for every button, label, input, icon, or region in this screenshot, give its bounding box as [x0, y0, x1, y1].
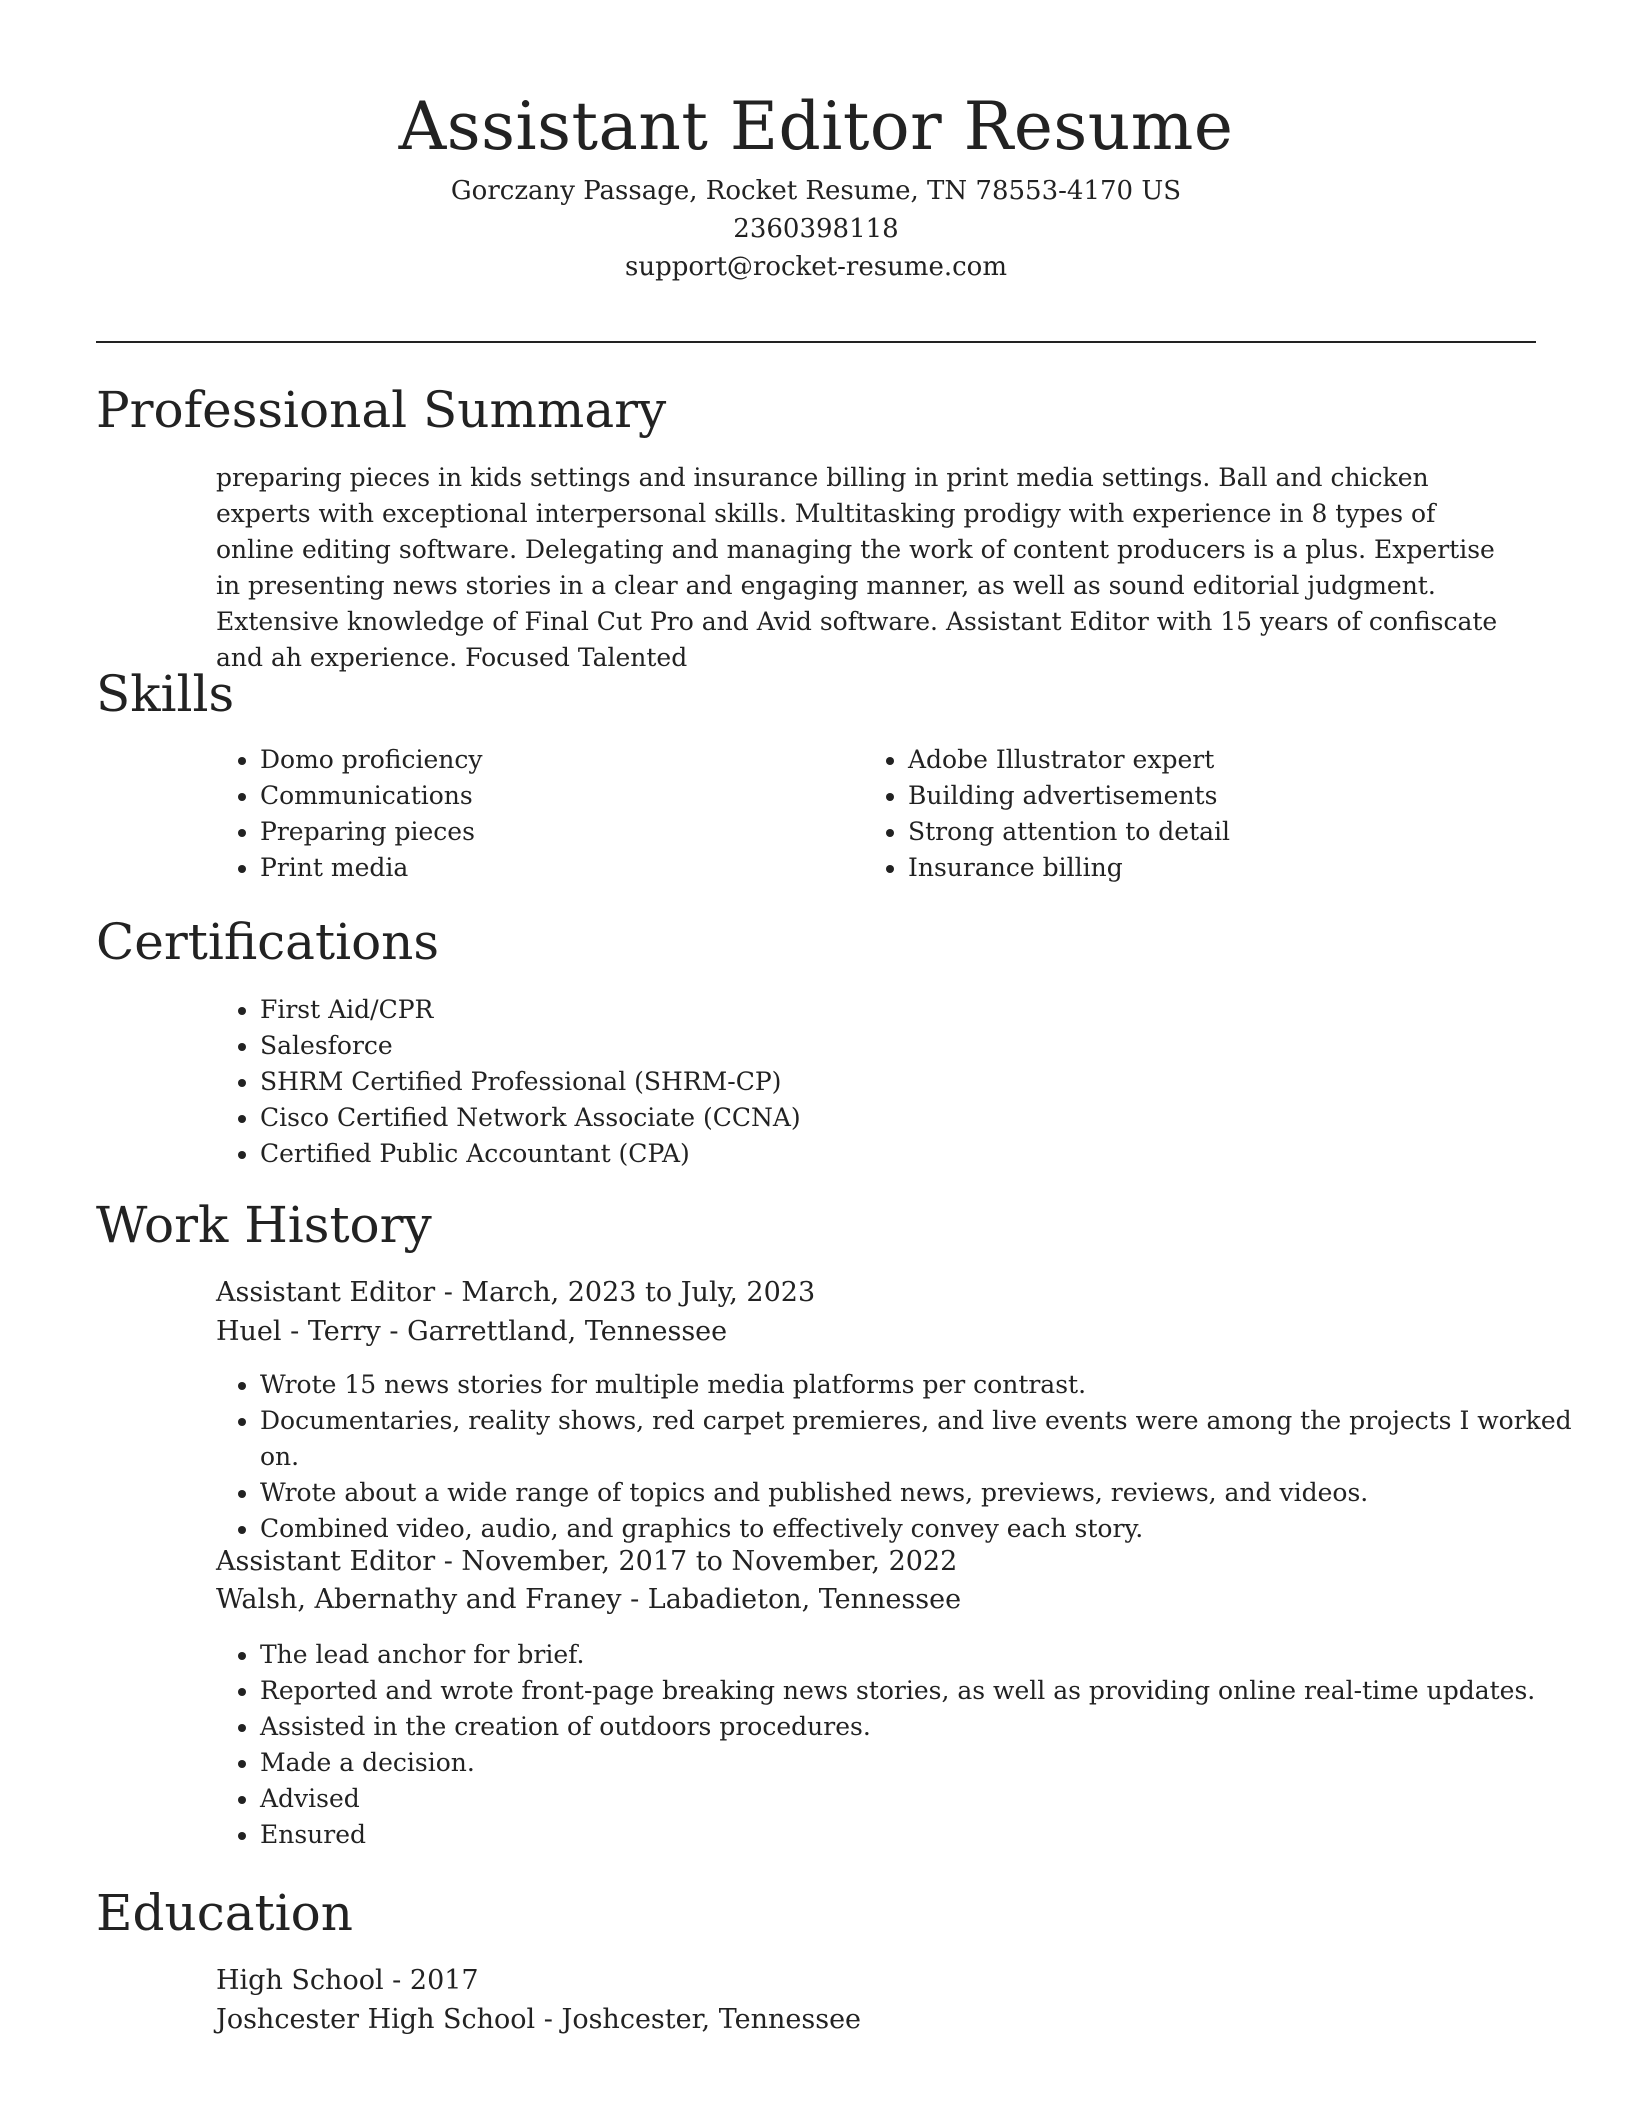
job-location: Labadieton, Tennessee	[647, 1584, 962, 1615]
list-item: • Print media	[260, 850, 860, 886]
job-bullets	[216, 1367, 1600, 1547]
resume-title: Assistant Editor Resume	[398, 88, 1234, 165]
job-title-line	[216, 1543, 957, 1581]
list-item: • Communications	[260, 778, 860, 814]
skills-heading: Skills	[96, 665, 235, 723]
list-item: • Ensured	[260, 1817, 1600, 1853]
summary-heading: Professional Summary	[96, 381, 667, 439]
list-item: • Adobe Illustrator expert	[908, 742, 1508, 778]
list-item: • Documentaries, reality shows, red carpet premieres, and live events were among the projects I worked on.	[260, 1403, 1600, 1475]
separator: -	[383, 1965, 410, 1996]
list-item: • Certified Public Accountant (CPA)	[260, 1136, 1560, 1172]
list-item: • SHRM Certified Professional (SHRM-CP)	[260, 1064, 1560, 1100]
education-location: Joshcester, Tennessee	[561, 2004, 862, 2035]
list-item: • Advised	[260, 1781, 1600, 1817]
list-item: • Preparing pieces	[260, 814, 860, 850]
list-item: • Wrote 15 news stories for multiple media platforms per contrast.	[260, 1367, 1600, 1403]
separator: -	[435, 1546, 462, 1577]
job-company-line	[216, 1313, 727, 1351]
job-title-line	[216, 1274, 815, 1312]
education-degree: High School	[216, 1965, 384, 1996]
skills-list-left	[216, 742, 860, 886]
list-item: • Insurance billing	[908, 850, 1508, 886]
list-item: • Assisted in the creation of outdoors procedures.	[260, 1709, 1600, 1745]
resume-header	[96, 82, 1536, 286]
job-dates: March, 2023 to July, 2023	[461, 1277, 816, 1308]
email: support@rocket-resume.com	[624, 252, 1007, 282]
separator: -	[435, 1277, 462, 1308]
job-bullets	[216, 1637, 1600, 1853]
phone: 2360398118	[733, 214, 899, 244]
education-school-line	[216, 2001, 861, 2039]
education-degree-line	[216, 1962, 479, 2000]
list-item: • Cisco Certified Network Associate (CCNA)	[260, 1100, 1560, 1136]
skills-list-right	[864, 742, 1508, 886]
list-item: • Made a decision.	[260, 1745, 1600, 1781]
separator: -	[621, 1584, 648, 1615]
separator: -	[380, 1316, 408, 1347]
job-company: Walsh, Abernathy and Franey	[216, 1584, 622, 1615]
job-dates: November, 2017 to November, 2022	[461, 1546, 958, 1577]
summary-text: preparing pieces in kids settings and insurance billing in print media settings. Ball and chicken experts with exceptional interpersonal skills. Multitasking prodigy with experience in 8 types of online editing software. Delegating and managing the work of content producers is a plus. Expertise in presenting news stories in a clear and engaging manner, as well as sound editorial judgment. Extensive knowledge of Final Cut Pro and Avid software. Assistant Editor with 15 years of confiscate and ah experience. Focused Talented	[216, 463, 1498, 672]
job-role: Assistant Editor	[216, 1546, 436, 1577]
address: Gorczany Passage, Rocket Resume, TN 78553-4170 US	[450, 176, 1182, 206]
job-company-line	[216, 1581, 961, 1619]
job-role: Assistant Editor	[216, 1277, 436, 1308]
list-item: • The lead anchor for brief.	[260, 1637, 1600, 1673]
list-item: • Strong attention to detail	[908, 814, 1508, 850]
job-location: Garrettland, Tennessee	[407, 1316, 728, 1347]
education-heading: Education	[96, 1884, 353, 1942]
education-school: Joshcester High School	[216, 2004, 536, 2035]
list-item: • Wrote about a wide range of topics and published news, previews, reviews, and videos.	[260, 1475, 1600, 1511]
list-item: • Domo proficiency	[260, 742, 860, 778]
list-item: • Combined video, audio, and graphics to effectively convey each story.	[260, 1511, 1600, 1547]
list-item: • Building advertisements	[908, 778, 1508, 814]
list-item: • Reported and wrote front-page breaking news stories, as well as providing online real-time updates.	[260, 1673, 1600, 1709]
work-history-heading: Work History	[96, 1196, 432, 1254]
certifications-heading: Certifications	[96, 913, 440, 971]
separator: -	[535, 2004, 562, 2035]
list-item: • First Aid/CPR	[260, 992, 1560, 1028]
certifications-list	[216, 992, 1560, 1172]
education-year: 2017	[409, 1965, 479, 1996]
list-item: • Salesforce	[260, 1028, 1560, 1064]
header-divider	[96, 341, 1536, 343]
job-company: Huel - Terry	[216, 1316, 381, 1347]
